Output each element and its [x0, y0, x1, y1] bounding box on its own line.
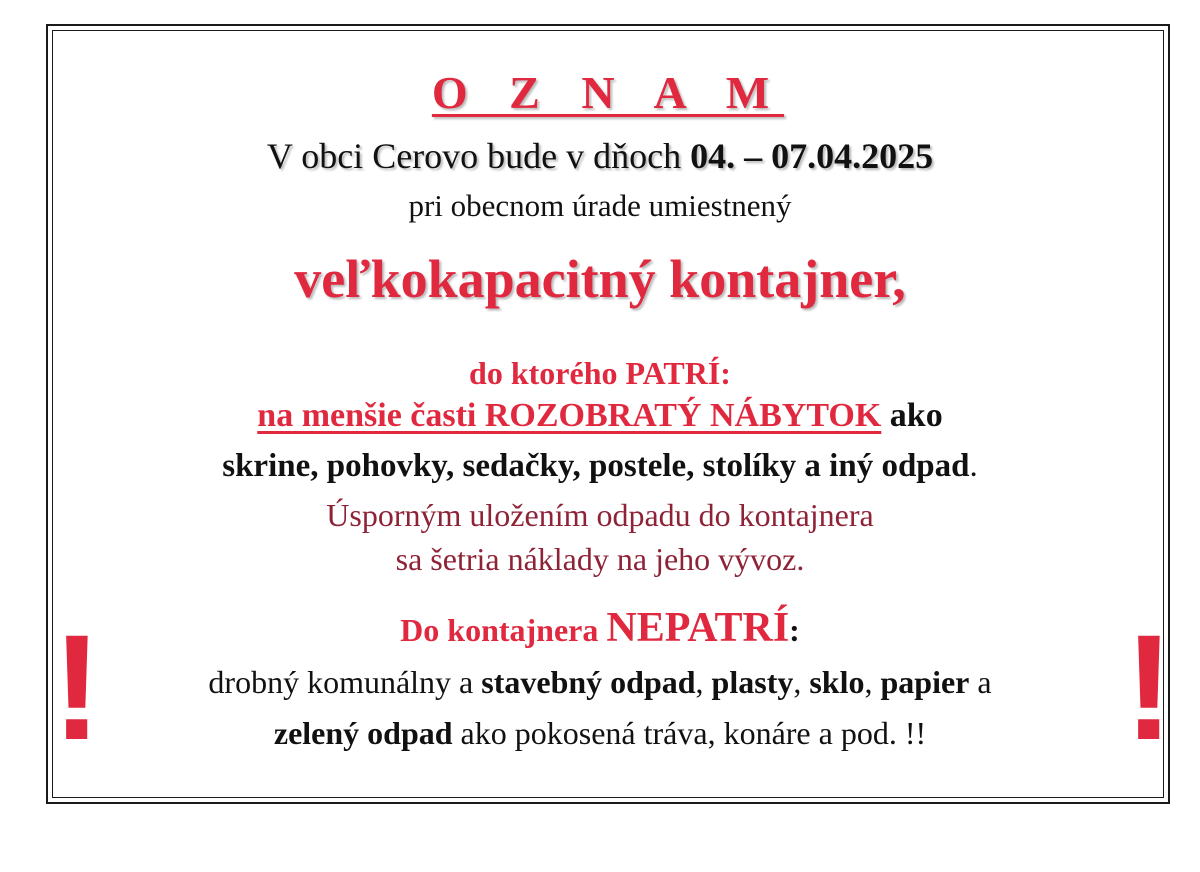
exclamation-left-icon: !	[52, 603, 102, 771]
waste-sep-1: ,	[695, 664, 712, 700]
not-belongs-prefix: Do kontajnera	[400, 612, 607, 648]
intro-line-1-prefix: V obci Cerovo bude v dňoch	[266, 136, 691, 176]
container-heading: veľkokapacitný kontajner,	[294, 249, 906, 309]
waste-line-2	[0, 715, 1200, 752]
not-belongs-suffix: :	[789, 612, 800, 648]
belongs-label: do ktorého PATRÍ:	[469, 355, 731, 391]
items-text: skrine, pohovky, sedačky, postele, stolíky a iný odpad	[222, 448, 970, 484]
notice-title	[0, 66, 1200, 119]
saving-line-1: Úsporným uložením odpadu do kontajnera	[326, 497, 874, 533]
furniture-highlight: na menšie časti ROZOBRATÝ NÁBYTOK	[257, 397, 882, 434]
waste-construction: stavebný odpad	[481, 664, 696, 700]
items-line	[0, 448, 1200, 485]
notice-title-text: O Z N A M	[431, 67, 785, 118]
waste-examples: ako pokosená tráva, konáre a pod. !!	[452, 715, 927, 751]
waste-plastics: plasty	[711, 664, 794, 700]
waste-sep-2: ,	[793, 664, 810, 700]
intro-line-2: pri obecnom úrade umiestnený	[408, 188, 792, 223]
waste-paper: papier	[880, 664, 970, 700]
waste-sep-3: ,	[864, 664, 881, 700]
not-belongs-line	[0, 604, 1200, 652]
waste-line-1	[0, 664, 1200, 701]
furniture-suffix: ako	[881, 397, 943, 434]
waste-glass: sklo	[809, 664, 865, 700]
waste-text-end: a	[969, 664, 992, 700]
waste-text-1: drobný komunálny a	[208, 664, 482, 700]
waste-green: zelený odpad	[273, 715, 453, 751]
furniture-line	[0, 397, 1200, 435]
intro-dates: 04. – 07.04.2025	[690, 136, 934, 176]
items-end: .	[969, 448, 978, 484]
saving-line-2: sa šetria náklady na jeho vývoz.	[395, 541, 805, 577]
exclamation-right-icon: !	[1124, 603, 1174, 771]
intro-line-1	[0, 135, 1200, 177]
not-belongs-word: NEPATRÍ	[606, 605, 790, 651]
